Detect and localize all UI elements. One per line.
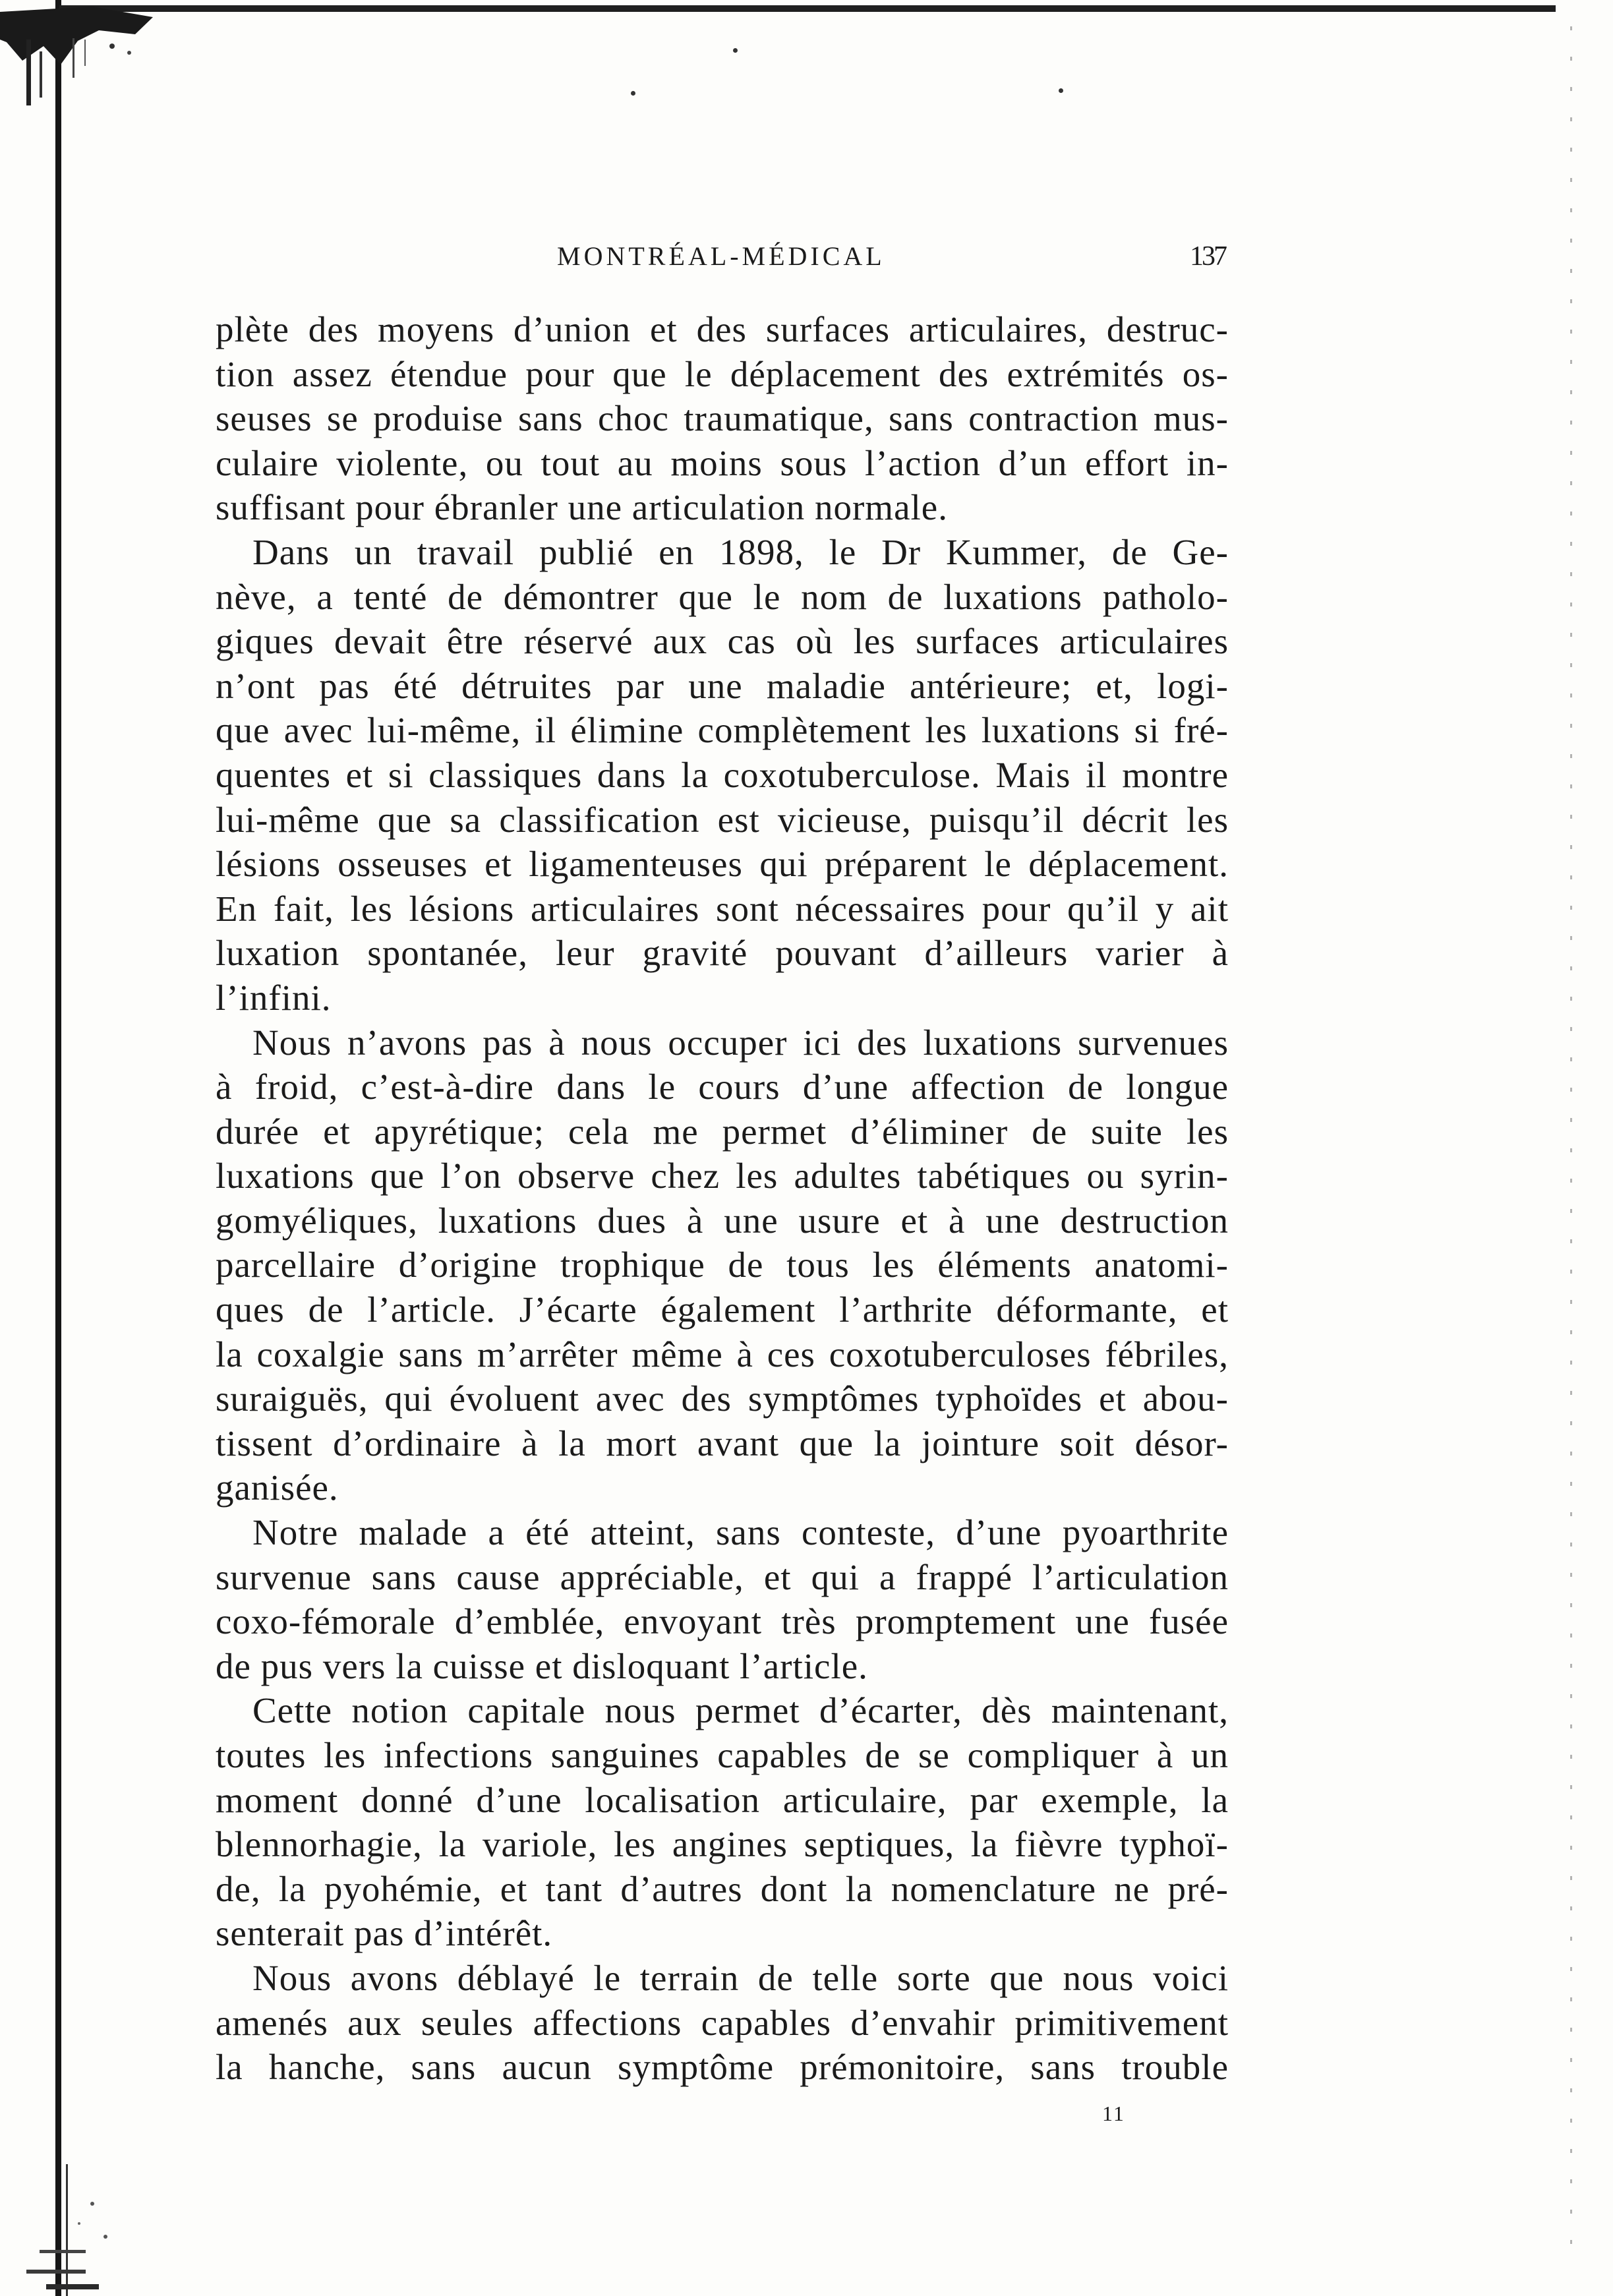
text-line: Nous avons déblayé le terrain de telle sorte que nous voici <box>252 1957 1229 1998</box>
text-line: à froid, c’est-à-dire dans le cours d’une affection de longue <box>216 1067 1229 1107</box>
text-line: durée et apyrétique; cela me permet d’éliminer de suite les <box>216 1111 1229 1152</box>
text-line: nève, a tenté de démontrer que le nom de luxations patholo- <box>216 576 1229 617</box>
text-line: lésions osseuses et ligamenteuses qui préparent le déplacement. <box>216 844 1229 885</box>
paragraph <box>216 1688 1229 1956</box>
text-line: luxations que l’on observe chez les adultes tabétiques ou syrin- <box>216 1156 1229 1196</box>
text-line: senterait pas d’intérêt. <box>216 1913 553 1954</box>
paragraph <box>216 1510 1229 1688</box>
text-line: que avec lui-même, il élimine complètement les luxations si fré- <box>216 710 1229 751</box>
scan-edge-top <box>59 5 1556 12</box>
text-line: En fait, les lésions articulaires sont nécessaires pour qu’il y ait <box>216 888 1229 929</box>
text-line: parcellaire d’origine trophique de tous les éléments anatomi- <box>216 1245 1229 1285</box>
signature-mark: 11 <box>1102 2102 1125 2125</box>
text-line: coxo-fémorale d’emblée, envoyant très promptement une fusée <box>216 1601 1229 1642</box>
text-line: de, la pyohémie, et tant d’autres dont la nomenclature ne pré- <box>216 1868 1229 1909</box>
text-line: survenue sans cause appréciable, et qui a frappé l’articulation <box>216 1556 1229 1597</box>
paragraph <box>216 1020 1229 1511</box>
text-line: culaire violente, ou tout au moins sous l’action d’un effort in- <box>216 442 1229 483</box>
text-line: blennorhagie, la variole, les angines septiques, la fièvre typhoï- <box>216 1824 1229 1865</box>
paragraph <box>216 1956 1229 2090</box>
text-line: ganisée. <box>216 1467 339 1508</box>
paragraph <box>216 530 1229 1020</box>
text-line: plète des moyens d’union et des surfaces articulaires, destruc- <box>216 309 1229 349</box>
text-line: de pus vers la cuisse et disloquant l’article. <box>216 1645 868 1686</box>
text-line: amenés aux seules affections capables d’envahir primitivement <box>216 2002 1229 2043</box>
text-line: Cette notion capitale nous permet d’écarter, dès maintenant, <box>252 1690 1229 1731</box>
text-line: gomyéliques, luxations dues à une usure et à une destruction <box>216 1200 1229 1241</box>
text-line: luxation spontanée, leur gravité pouvant d’ailleurs varier à <box>216 933 1229 974</box>
scan-ink-blot-top-left <box>0 0 158 112</box>
text-line: tion assez étendue pour que le déplacement des extrémités os- <box>216 353 1229 394</box>
page-number: 137 <box>1190 241 1225 272</box>
scan-speck <box>1059 88 1063 93</box>
text-line: giques devait être réservé aux cas où les surfaces articulaires <box>216 621 1229 662</box>
text-line: toutes les infections sanguines capables de se compliquer à un <box>216 1735 1229 1775</box>
text-line: quentes et si classiques dans la coxotuberculose. Mais il montre <box>216 754 1229 795</box>
text-line: ques de l’article. J’écarte également l’arthrite déformante, et <box>216 1289 1229 1330</box>
text-line: lui-même que sa classification est vicieuse, puisqu’il décrit les <box>216 799 1229 840</box>
running-title: MONTRÉAL-MÉDICAL <box>557 241 885 271</box>
text-line: moment donné d’une localisation articulaire, par exemple, la <box>216 1779 1229 1820</box>
text-line: Notre malade a été atteint, sans conteste, d’une pyoarthrite <box>252 1512 1229 1553</box>
text-line: seuses se produise sans choc traumatique, sans contraction mus- <box>216 398 1229 439</box>
scan-edge-right <box>1570 26 1572 2268</box>
text-line: Dans un travail publié en 1898, le Dr Kummer, de Ge- <box>252 531 1229 572</box>
text-line: la coxalgie sans m’arrêter même à ces coxotuberculoses fébriles, <box>216 1334 1229 1374</box>
text-line: l’infini. <box>216 977 332 1018</box>
text-line: la hanche, sans aucun symptôme prémonitoire, sans trouble <box>216 2047 1229 2088</box>
scan-speck <box>631 91 635 96</box>
text-line: suffisant pour ébranler une articulation normale. <box>216 487 948 528</box>
text-line: Nous n’avons pas à nous occuper ici des luxations survenues <box>252 1022 1229 1063</box>
scan-noise-bottom-left <box>0 2164 145 2296</box>
text-line: suraiguës, qui évoluent avec des symptômes typhoïdes et abou- <box>216 1378 1229 1419</box>
scan-edge-left <box>55 0 61 2296</box>
article-body <box>216 307 1229 2090</box>
text-line: tissent d’ordinaire à la mort avant que la jointure soit désor- <box>216 1423 1229 1463</box>
paragraph <box>216 307 1229 530</box>
scan-speck <box>733 48 738 53</box>
text-line: n’ont pas été détruites par une maladie antérieure; et, logi- <box>216 665 1229 706</box>
